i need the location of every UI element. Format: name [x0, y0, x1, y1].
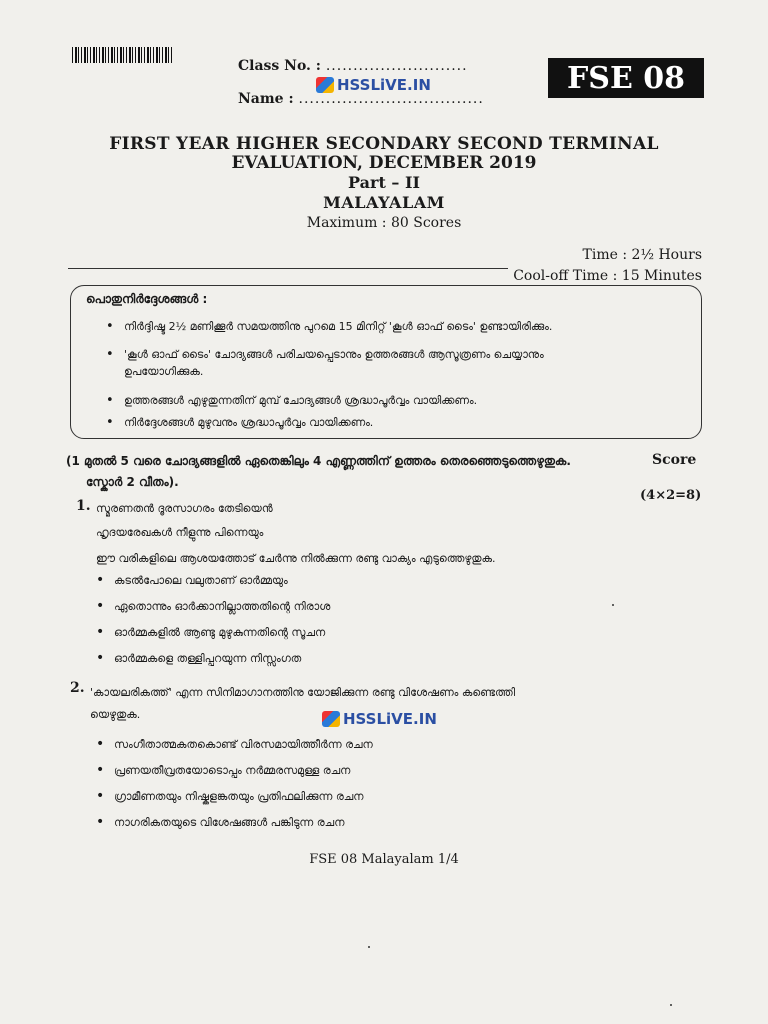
max-score: Maximum : 80 Scores [306, 215, 462, 231]
divider [68, 268, 508, 269]
exam-title-line2: EVALUATION, DECEMBER 2019 [231, 153, 537, 173]
question-text: സ്മരണതൻ ദൂരസാഗരം തേടിയെൻ [96, 502, 273, 515]
class-no-label: Class No. : [238, 58, 321, 74]
question-text: 'കായലരികത്ത്' എന്ന സിനിമാഗാനത്തിനു യോജിക്കുന്ന രണ്ടു വിശേഷണം കണ്ടെത്തി [90, 686, 516, 699]
page-footer: FSE 08 Malayalam 1/4 [309, 852, 459, 867]
answer-option: • കടൽപോലെ വലുതാണ് ഓർമ്മയും [114, 574, 288, 588]
barcode [72, 47, 174, 63]
instructions-title: പൊതുനിർദ്ദേശങ്ങൾ : [86, 292, 208, 306]
scan-speck [670, 1004, 672, 1006]
time-duration: Time : 2½ Hours [582, 247, 702, 263]
instruction-item-cont: ഉപയോഗിക്കുക. [124, 365, 204, 378]
exam-subject: MALAYALAM [323, 193, 445, 212]
question-text: ഈ വരികളിലെ ആശയത്തോട് ചേർന്നു നിൽക്കുന്ന രണ്ടു വാക്യം എടുത്തെഴുതുക. [96, 552, 496, 565]
answer-option: • ഓർമ്മകളെ തള്ളിപ്പറയുന്ന നിസ്സംഗത [114, 652, 301, 666]
section-instruction: (1 മുതൽ 5 വരെ ചോദ്യങ്ങളിൽ ഏതെങ്കിലും 4 എണ്ണത്തിന് ഉത്തരം തെരഞ്ഞെടുത്തെഴുതുക. [66, 454, 571, 468]
section-instruction-cont: സ്കോർ 2 വീതം). [86, 475, 179, 489]
question-text: യെഴുതുക. [90, 708, 141, 721]
exam-part: Part – II [348, 173, 420, 192]
paper-code-badge: FSE 08 [548, 58, 704, 98]
watermark-logo [322, 710, 437, 728]
instruction-item: • നിർദ്ദേശങ്ങൾ മുഴുവനും ശ്രദ്ധാപൂർവ്വം വായിക്കണം. [124, 414, 373, 432]
cooloff-time: Cool-off Time : 15 Minutes [513, 268, 702, 284]
class-no-dots: .......................... [325, 58, 468, 74]
name-label: Name : [238, 91, 294, 107]
answer-option: • ഓർമ്മകളിൽ ആണ്ടു മുഴുകുന്നതിന്റെ സൂചന [114, 626, 325, 640]
answer-option: • സംഗീതാത്മകതകൊണ്ട് വിരസമായിത്തീർന്ന രചന [114, 738, 373, 752]
name-field [238, 91, 484, 107]
answer-option: • ഏതൊന്നും ഓർക്കാനില്ലാത്തതിന്റെ നിരാശ [114, 600, 330, 614]
name-dots: .................................. [298, 91, 484, 107]
section-marks: (4×2=8) [640, 488, 702, 503]
score-label: Score [652, 452, 697, 468]
exam-title-line1: FIRST YEAR HIGHER SECONDARY SECOND TERMINAL [109, 134, 659, 154]
instruction-item: • നിർദ്ദിഷ്ട 2½ മണിക്കൂർ സമയത്തിനു പുറമെ 15 മിനിറ്റ് 'കൂൾ ഓഫ് ടൈം' ഉണ്ടായിരിക്കും. [124, 318, 552, 336]
instruction-item: • 'കൂൾ ഓഫ് ടൈം' ചോദ്യങ്ങൾ പരിചയപ്പെടാനും ഉത്തരങ്ങൾ ആസൂത്രണം ചെയ്യാനും [124, 346, 544, 364]
logo-icon [322, 711, 340, 727]
scan-speck [612, 604, 614, 606]
class-no-field [238, 58, 468, 74]
watermark-text: HSSLiVE.IN [337, 76, 431, 94]
question-number: 1. [76, 498, 91, 514]
answer-option: • ഗ്രാമീണതയും നിഷ്കളങ്കതയും പ്രതിഫലിക്കുന്ന രചന [114, 790, 363, 804]
question-number: 2. [70, 680, 85, 696]
instruction-item: • ഉത്തരങ്ങൾ എഴുതുന്നതിന് മുമ്പ് ചോദ്യങ്ങൾ ശ്രദ്ധാപൂർവ്വം വായിക്കണം. [124, 392, 477, 410]
scan-speck [368, 946, 370, 948]
watermark-text: HSSLiVE.IN [343, 710, 437, 728]
answer-option: • പ്രണയതീവ്രതയോടൊപ്പം നർമ്മരസമുള്ള രചന [114, 764, 350, 778]
answer-option: • നാഗരികതയുടെ വിശേഷങ്ങൾ പങ്കിടുന്ന രചന [114, 816, 344, 830]
question-text: ഹൃദയരേഖകൾ നീളുന്നു പിന്നെയും [96, 526, 264, 539]
